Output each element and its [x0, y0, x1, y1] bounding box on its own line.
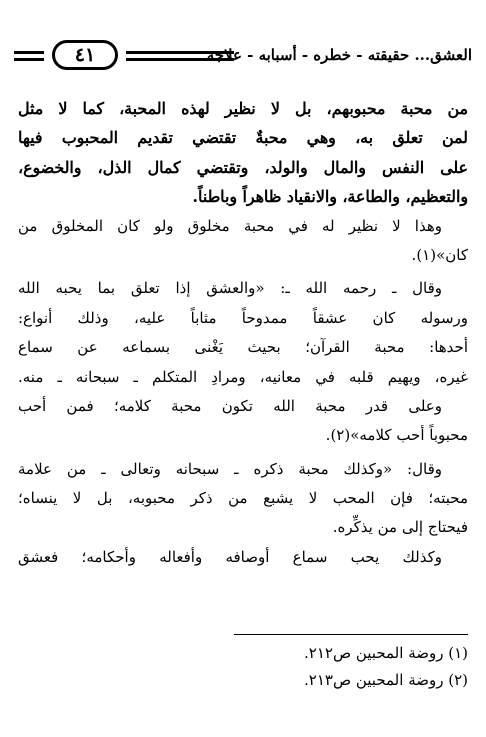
text-line: من محبة محبوبهم، بل لا نظير لهذه المحبة، كما لا مثل: [18, 99, 468, 118]
text-line: وعلى قدر محبة الله تكون محبة كلامه؛ فمن أحب: [18, 396, 442, 415]
text-line: على النفس والمال والولد، وتقتضي كمال الذل، والخضوع،: [18, 157, 468, 177]
text-line: أحدها: محبة القرآن؛ بحيث يَغْنى بسماعه عن سماع: [18, 338, 468, 357]
footnotes: [18, 640, 468, 694]
page-header: [14, 40, 472, 74]
footnote-2: (٢) روضة المحبين ص٢١٣.: [304, 671, 468, 689]
footnote-1: (١) روضة المحبين ص٢١٢.: [304, 644, 468, 662]
text-line: وقال ـ رحمه الله ـ: «والعشق إذا تعلق بما يحبه الله: [18, 279, 442, 298]
text-line: كان»(١).: [411, 245, 468, 264]
header-rule-left: [14, 51, 44, 61]
text-line: وقال: «وكذلك محبة ذكره ـ سبحانه وتعالى ـ من علامة: [18, 459, 442, 478]
text-line: ورسوله كان عشقاً ممدوحاً مثاباً عليه، وذلك أنواع:: [18, 308, 468, 327]
text-line: فيحتاج إلى من يذكِّره.: [332, 518, 468, 537]
text-line: وكذلك يحب سماع أوصافه وأفعاله وأحكامه؛ فعشق: [18, 547, 442, 566]
text-line: غيره، ويهيم قلبه في معانيه، ومرادِ المتكلم ـ سبحانه ـ منه.: [18, 367, 468, 386]
text-line: محبوباً أحب كلامه»(٢).: [325, 426, 468, 445]
main-text: [18, 94, 468, 572]
header-rule-right: [126, 51, 234, 61]
text-line: وهذا لا نظير له في محبة مخلوق ولو كان المخلوق من: [18, 216, 442, 235]
text-line: لمن تعلق به، وهي محبةٌ تقتضي تقديم المحبوب فيها: [18, 128, 468, 148]
running-title: العشق... حقيقته - خطره - أسبابه - علاجه: [206, 46, 472, 64]
text-line: والتعظيم، والطاعة، والانقياد ظاهراً وباطناً.: [192, 187, 468, 207]
page-number: ٤١: [52, 40, 118, 70]
text-line: محبته؛ فإن المحب لا يشبع من ذكر محبوبه، بل لا ينساه؛: [18, 489, 468, 508]
footnote-separator: [234, 634, 468, 635]
